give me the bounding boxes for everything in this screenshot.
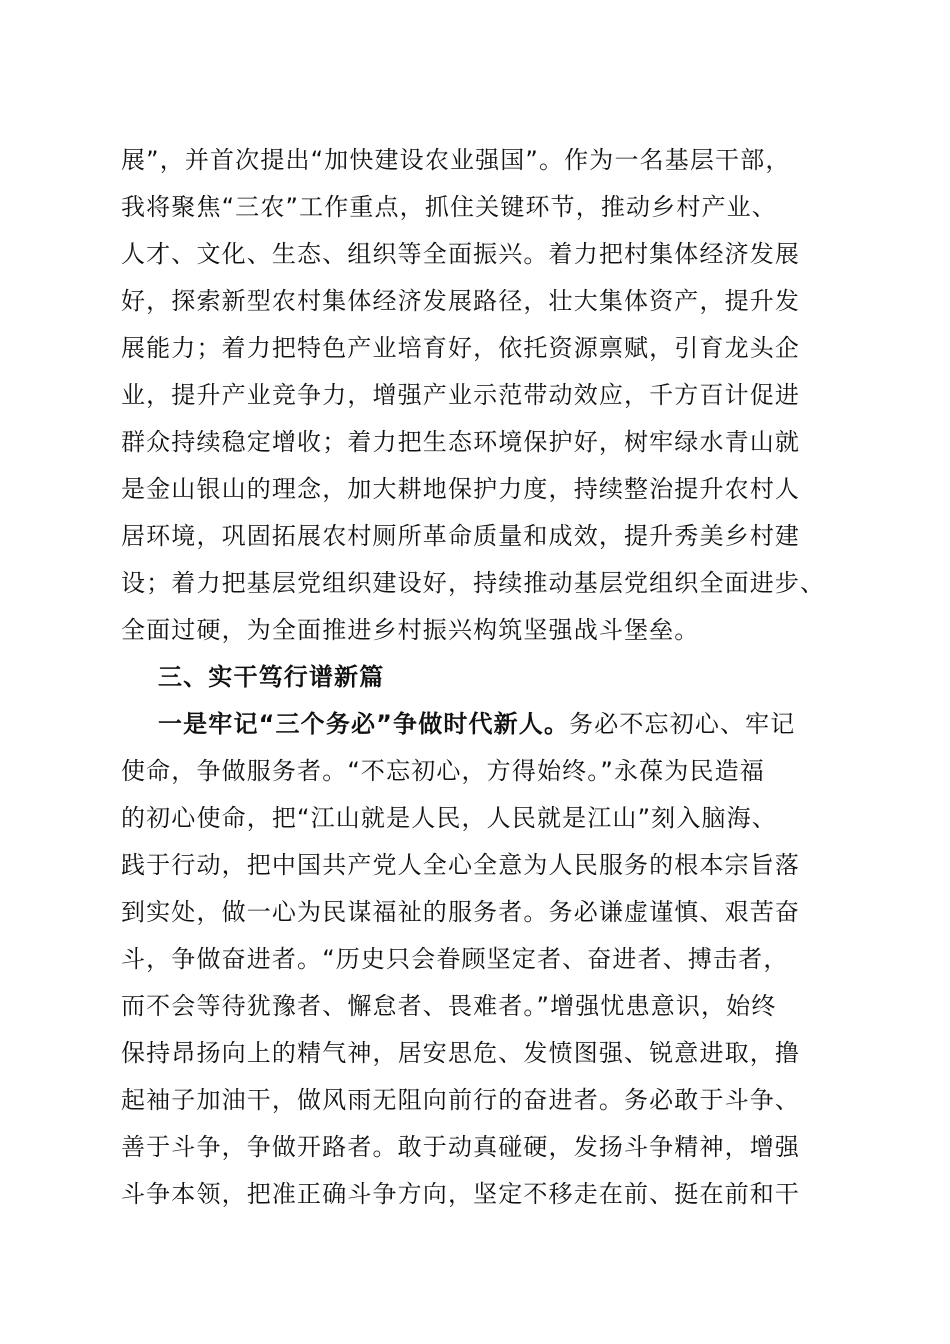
paragraph-lead-bold: 一是牢记“三个务必”争做时代新人。 bbox=[158, 710, 570, 738]
paragraph-line: 群众持续稳定增收；着力把生态环境保护好，树牢绿水青山就 bbox=[121, 428, 801, 456]
paragraph-line: 而不会等待犹豫者、懈怠者、畏难者。”增强忧患意识，始终 bbox=[121, 992, 777, 1020]
paragraph-line: 居环境，巩固拓展农村厕所革命质量和成效，提升秀美乡村建 bbox=[121, 522, 801, 550]
paragraph-line: 斗，争做奋进者。“历史只会眷顾坚定者、奋进者、搏击者， bbox=[121, 945, 789, 973]
paragraph-line: 设；着力把基层党组织建设好，持续推动基层党组织全面进步、 bbox=[121, 569, 826, 597]
paragraph-first-line bbox=[158, 704, 878, 744]
paragraph-lead-rest: 务必不忘初心、牢记 bbox=[569, 710, 796, 738]
paragraph-line: 保持昂扬向上的精气神，居安思危、发愤图强、锐意进取，撸 bbox=[121, 1039, 801, 1067]
paragraph-line: 好，探索新型农村集体经济发展路径，壮大集体资产，提升发 bbox=[121, 287, 801, 315]
section-heading: 三、实干笃行谱新篇 bbox=[158, 663, 385, 691]
paragraph-line: 践于行动，把中国共产党人全心全意为人民服务的根本宗旨落 bbox=[121, 851, 801, 879]
paragraph-line: 全面过硬，为全面推进乡村振兴构筑坚强战斗堡垒。 bbox=[121, 616, 700, 644]
paragraph-line: 起袖子加油干，做风雨无阻向前行的奋进者。务必敢于斗争、 bbox=[121, 1086, 801, 1114]
paragraph-line: 斗争本领，把准正确斗争方向，坚定不移走在前、挺在前和干 bbox=[121, 1180, 801, 1208]
paragraph-line: 人才、文化、生态、组织等全面振兴。着力把村集体经济发展 bbox=[121, 240, 801, 268]
paragraph-line: 展能力；着力把特色产业培育好，依托资源禀赋，引育龙头企 bbox=[121, 334, 801, 362]
paragraph-line: 是金山银山的理念，加大耕地保护力度，持续整治提升农村人 bbox=[121, 475, 801, 503]
paragraph-line: 善于斗争，争做开路者。敢于动真碰硬，发扬斗争精神，增强 bbox=[121, 1133, 801, 1161]
paragraph-line: 的初心使命，把“江山就是人民，人民就是江山”刻入脑海、 bbox=[121, 804, 777, 832]
paragraph-line: 展”，并首次提出“加快建设农业强国”。作为一名基层干部， bbox=[121, 146, 791, 174]
paragraph-line: 我将聚焦“三农”工作重点，抓住关键环节，推动乡村产业、 bbox=[121, 193, 777, 221]
paragraph-line: 到实处，做一心为民谋福祉的服务者。务必谦虚谨慎、艰苦奋 bbox=[121, 898, 801, 926]
paragraph-line: 使命，争做服务者。“不忘初心，方得始终。”永葆为民造福 bbox=[121, 757, 765, 785]
paragraph-line: 业，提升产业竞争力，增强产业示范带动效应，千方百计促进 bbox=[121, 381, 801, 409]
